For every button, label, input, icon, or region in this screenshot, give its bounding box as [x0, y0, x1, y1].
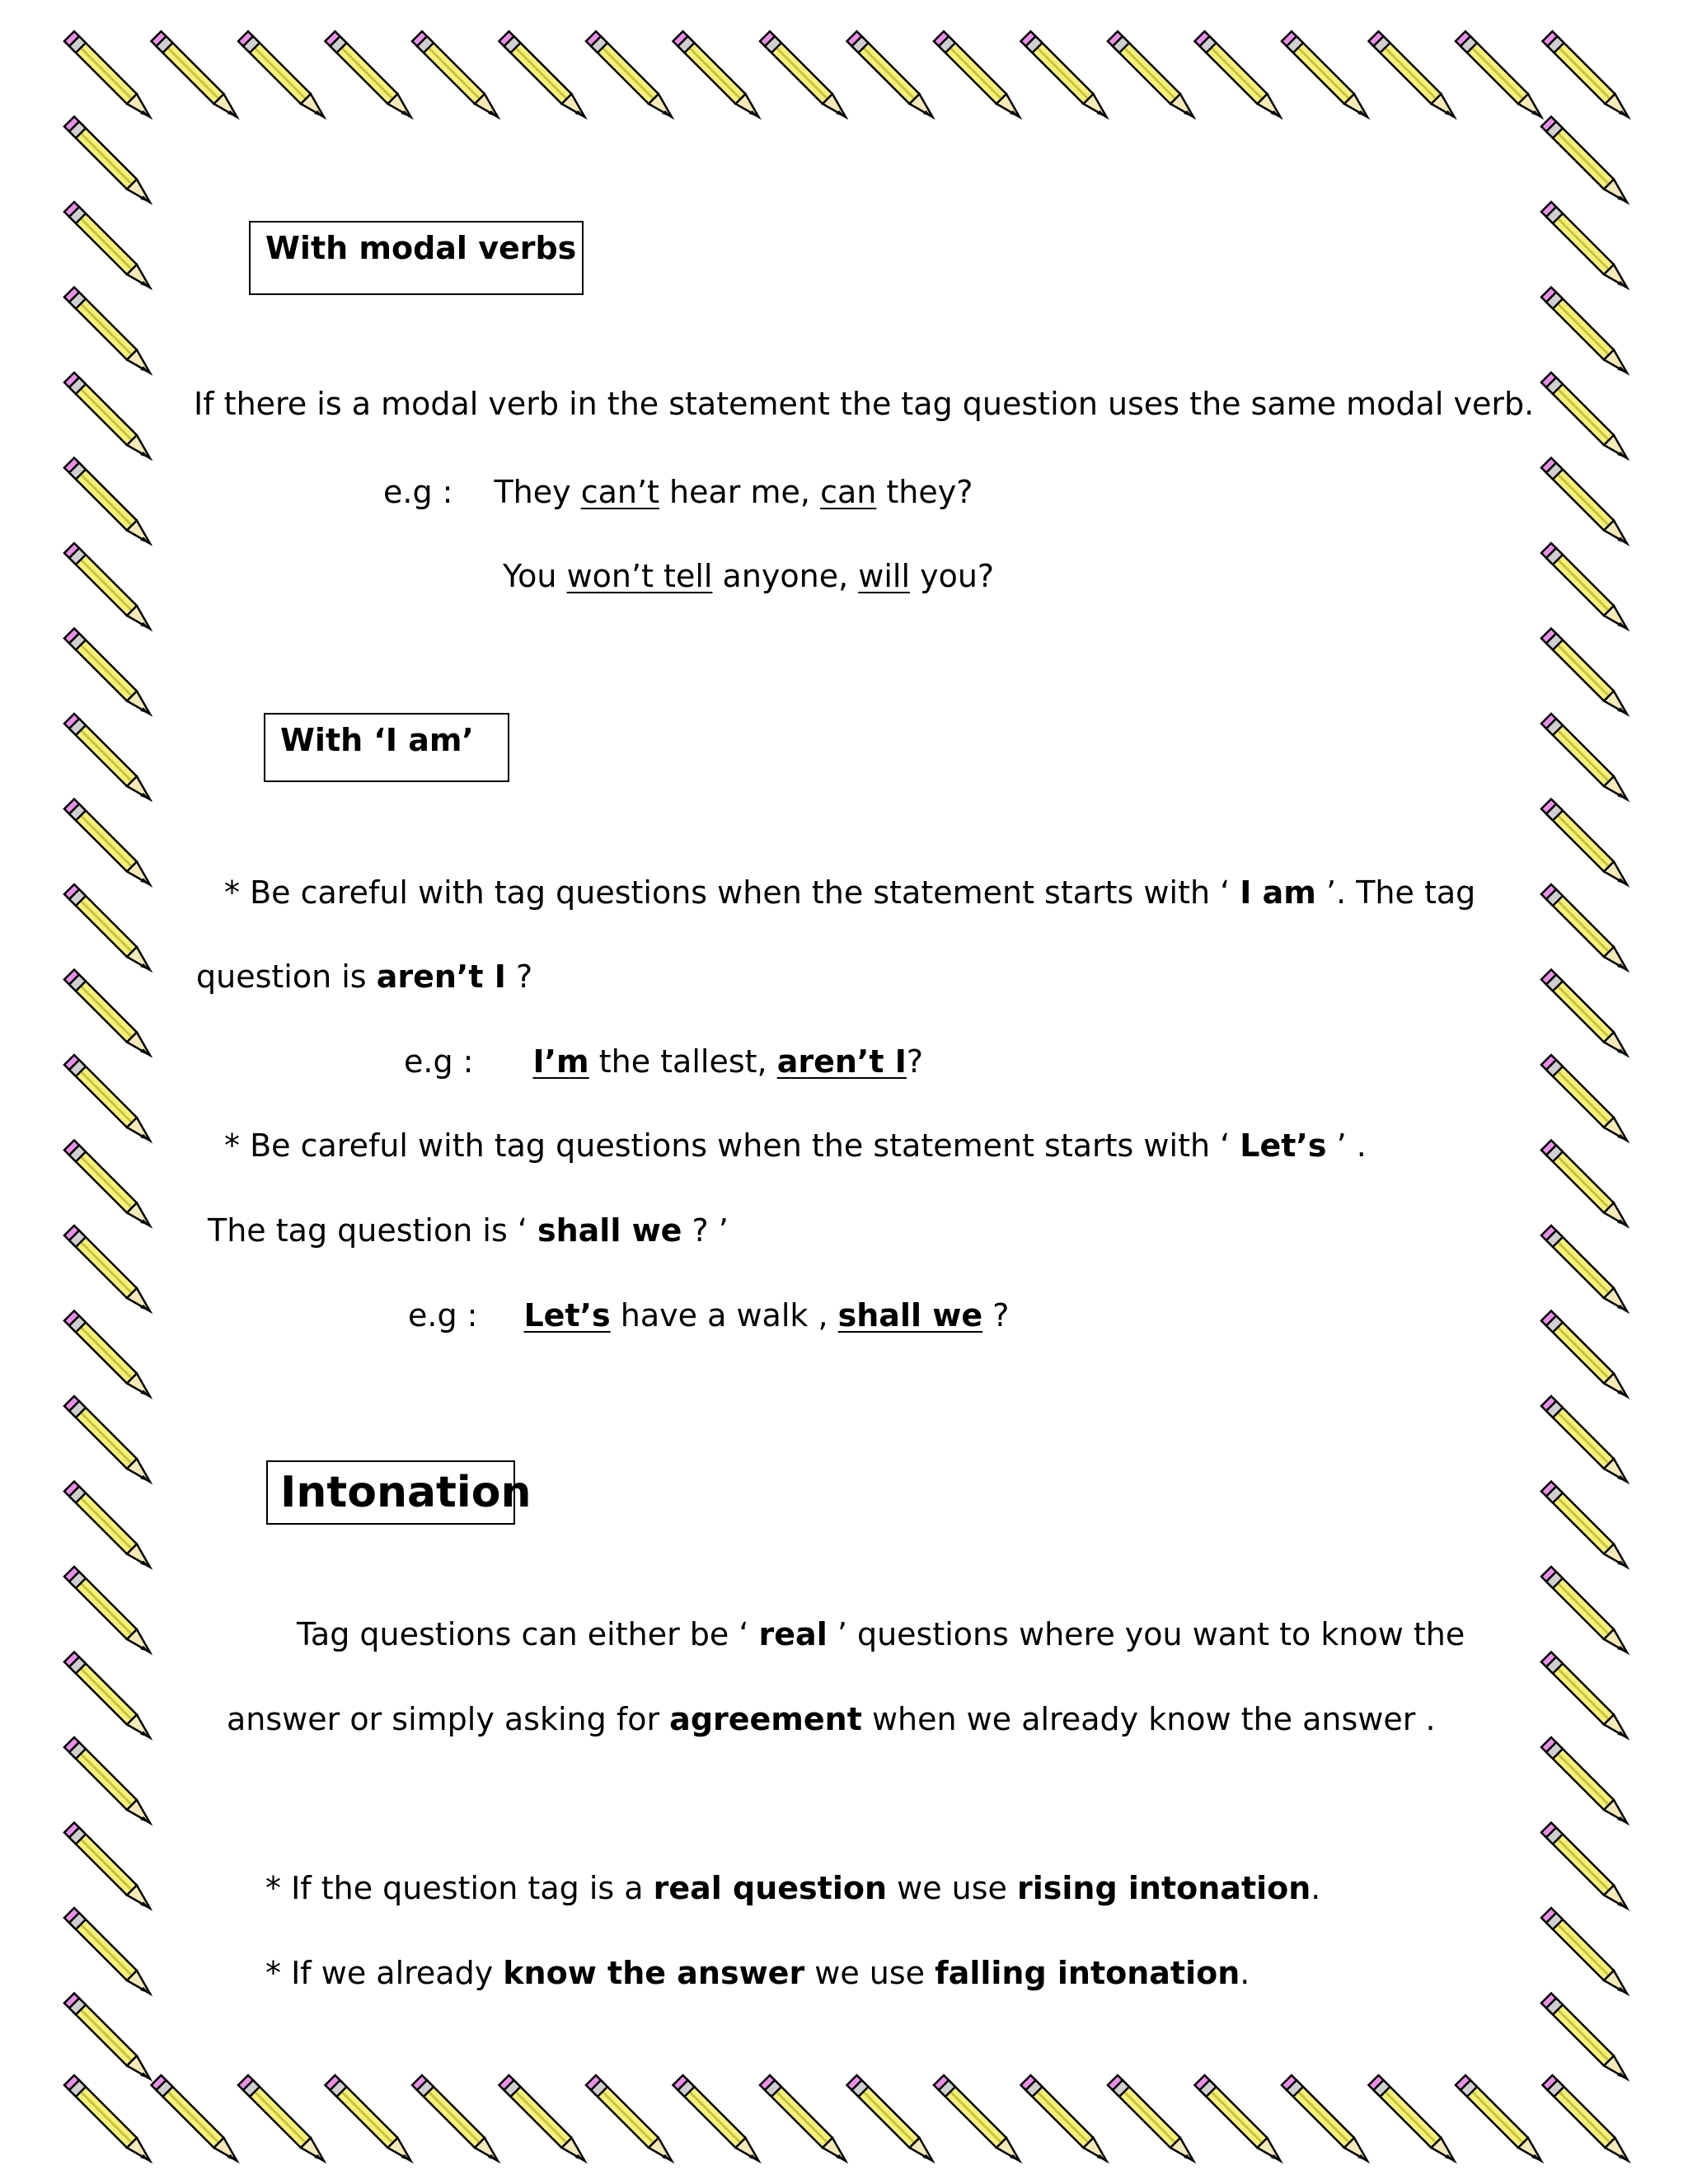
pencil-icon [1541, 288, 1627, 373]
text-span: answer or simply asking for [227, 1701, 670, 1737]
pencil-icon [64, 629, 150, 715]
text-span: ? ’ [682, 1212, 729, 1249]
modal-example-1 [383, 473, 973, 511]
pencil-icon [64, 884, 150, 970]
underlined-text: can [820, 474, 877, 510]
pencil-icon [64, 31, 150, 117]
text-span: we use [804, 1955, 935, 1991]
underlined-text: shall we [837, 1297, 983, 1333]
pencil-icon [64, 1567, 150, 1652]
text-span: * Be careful with tag questions when the statement starts with ‘ [224, 874, 1240, 911]
pencil-icon [1195, 2075, 1281, 2161]
pencil-icon [1543, 31, 1629, 117]
text-span: they? [876, 474, 973, 510]
pencil-icon [1541, 1311, 1627, 1397]
bold-text: Let’s [1240, 1127, 1327, 1164]
pencil-icon [1369, 2075, 1455, 2161]
text-span: ? [906, 1043, 924, 1080]
pencil-icon [847, 31, 933, 117]
pencil-icon [1541, 458, 1627, 544]
pencil-icon [1195, 31, 1281, 117]
pencil-icon [64, 2075, 150, 2161]
pencil-icon [64, 714, 150, 799]
pencil-icon [1456, 31, 1541, 117]
underlined-text: can’t [580, 474, 659, 510]
eg-label: e.g : [383, 474, 453, 510]
pencil-icon [64, 1482, 150, 1568]
i-am-rule-1 [224, 874, 1475, 912]
pencil-icon [64, 1994, 150, 2079]
i-am-example-1 [404, 1043, 923, 1080]
bold-text: rising intonation [1017, 1870, 1311, 1906]
pencil-icon [1541, 1055, 1627, 1141]
pencil-icon [1541, 884, 1627, 970]
pencil-icon [1021, 2075, 1107, 2161]
pencil-icon [326, 2075, 411, 2161]
text-span: The tag question is ‘ [208, 1212, 537, 1249]
bold-text: I am [1240, 874, 1316, 911]
text-span: anyone, [712, 558, 859, 594]
text-span: * If we already [265, 1955, 504, 1991]
bold-text: aren’t I [376, 958, 506, 995]
pencil-icon [64, 117, 150, 203]
bold-text: real [758, 1616, 828, 1652]
pencil-icon [1456, 2075, 1541, 2161]
pencil-icon [152, 2075, 237, 2161]
underlined-text: won’t tell [566, 558, 713, 594]
pencil-icon [1541, 970, 1627, 1056]
pencil-icon [847, 2075, 933, 2161]
text-span: you? [910, 558, 995, 594]
pencil-icon [1541, 1737, 1627, 1823]
i-am-rule-1-cont [196, 958, 532, 996]
pencil-icon [1541, 1652, 1627, 1738]
pencil-icon [64, 1226, 150, 1311]
text-span: They [494, 474, 581, 510]
pencil-icon [64, 970, 150, 1056]
lets-rule-cont [208, 1212, 729, 1249]
heading-intonation: Intonation [280, 1468, 532, 1517]
pencil-icon [1369, 31, 1455, 117]
pencil-icon [64, 1823, 150, 1909]
pencil-icon [64, 1141, 150, 1226]
pencil-icon [64, 1055, 150, 1141]
lets-example [408, 1296, 1009, 1334]
text-span: ’ questions where you want to know the [827, 1616, 1465, 1652]
pencil-icon [934, 2075, 1020, 2161]
intonation-bullet-1 [265, 1869, 1320, 1907]
pencil-icon [64, 288, 150, 373]
pencil-icon [673, 31, 759, 117]
pencil-icon [934, 31, 1020, 117]
bold-text: agreement [669, 1701, 862, 1737]
pencil-icon [760, 31, 846, 117]
pencil-icon [1541, 543, 1627, 629]
pencil-icon [412, 2075, 498, 2161]
pencil-icon [1541, 1908, 1627, 1994]
intonation-para-line-2 [227, 1700, 1436, 1738]
pencil-icon [326, 31, 411, 117]
underlined-text: will [858, 558, 911, 594]
text-span: * If the question tag is a [265, 1870, 654, 1906]
pencil-icon [238, 31, 324, 117]
intonation-para-line-1 [297, 1615, 1465, 1653]
bold-text: real question [653, 1870, 888, 1906]
text-span: ’. The tag [1315, 874, 1476, 911]
modal-intro: If there is a modal verb in the statement the tag question uses the same modal verb. [194, 386, 1535, 422]
heading-i-am: With ‘I am’ [280, 722, 474, 758]
text-span: ? [505, 958, 533, 995]
pencil-icon [1541, 714, 1627, 799]
underlined-text: aren’t I [776, 1043, 907, 1080]
text-span: when we already know the answer . [861, 1701, 1436, 1737]
pencil-icon [64, 1396, 150, 1482]
text-span: question is [196, 958, 377, 995]
pencil-icon [1282, 31, 1367, 117]
pencil-icon [499, 2075, 585, 2161]
pencil-icon [64, 543, 150, 629]
lets-rule [224, 1127, 1367, 1165]
pencil-icon [1541, 1567, 1627, 1652]
pencil-icon [1541, 799, 1627, 885]
pencil-icon [499, 31, 585, 117]
bold-text: shall we [537, 1212, 682, 1249]
intonation-bullet-2 [265, 1954, 1250, 1992]
pencil-icon [64, 1652, 150, 1738]
text-span: have a walk , [610, 1297, 838, 1333]
text-span: You [503, 558, 567, 594]
underlined-text: I’m [532, 1043, 589, 1080]
pencil-icon [1541, 1994, 1627, 2079]
pencil-icon [238, 2075, 324, 2161]
pencil-icon [64, 373, 150, 458]
pencil-icon [1541, 1482, 1627, 1568]
text-span: . [1311, 1870, 1321, 1906]
text-span: ? [982, 1297, 1010, 1333]
pencil-icon [1541, 1141, 1627, 1226]
pencil-icon [64, 1737, 150, 1823]
heading-modal-verbs: With modal verbs [265, 230, 577, 266]
underlined-text: Let’s [523, 1297, 611, 1333]
eg-label: e.g : [408, 1297, 478, 1333]
pencil-icon [673, 2075, 759, 2161]
pencil-icon [1282, 2075, 1367, 2161]
text-span: the tallest, [588, 1043, 777, 1080]
pencil-icon [1543, 2075, 1629, 2161]
pencil-icon [64, 799, 150, 885]
pencil-icon [64, 1311, 150, 1397]
pencil-icon [586, 31, 672, 117]
pencil-icon [1541, 629, 1627, 715]
text-span: we use [887, 1870, 1017, 1906]
pencil-icon [152, 31, 237, 117]
pencil-icon [760, 2075, 846, 2161]
pencil-icon [64, 202, 150, 288]
pencil-icon [586, 2075, 672, 2161]
pencil-icon [1541, 1226, 1627, 1311]
pencil-icon [1541, 1823, 1627, 1909]
pencil-icon [1108, 31, 1193, 117]
text-span: hear me, [659, 474, 821, 510]
bold-text: know the answer [503, 1955, 805, 1991]
eg-label: e.g : [404, 1043, 474, 1080]
modal-example-2 [503, 557, 994, 595]
text-span: Tag questions can either be ‘ [297, 1616, 759, 1652]
pencil-icon [64, 1908, 150, 1994]
pencil-icon [1021, 31, 1107, 117]
text-span: ’ . [1326, 1127, 1367, 1164]
text-span: * Be careful with tag questions when the statement starts with ‘ [224, 1127, 1240, 1164]
pencil-icon [1541, 117, 1627, 203]
pencil-icon [1541, 1396, 1627, 1482]
pencil-icon [1541, 373, 1627, 458]
text-span: . [1240, 1955, 1250, 1991]
bold-text: falling intonation [935, 1955, 1240, 1991]
pencil-icon [64, 458, 150, 544]
pencil-icon [412, 31, 498, 117]
pencil-icon [1541, 202, 1627, 288]
pencil-icon [1108, 2075, 1193, 2161]
